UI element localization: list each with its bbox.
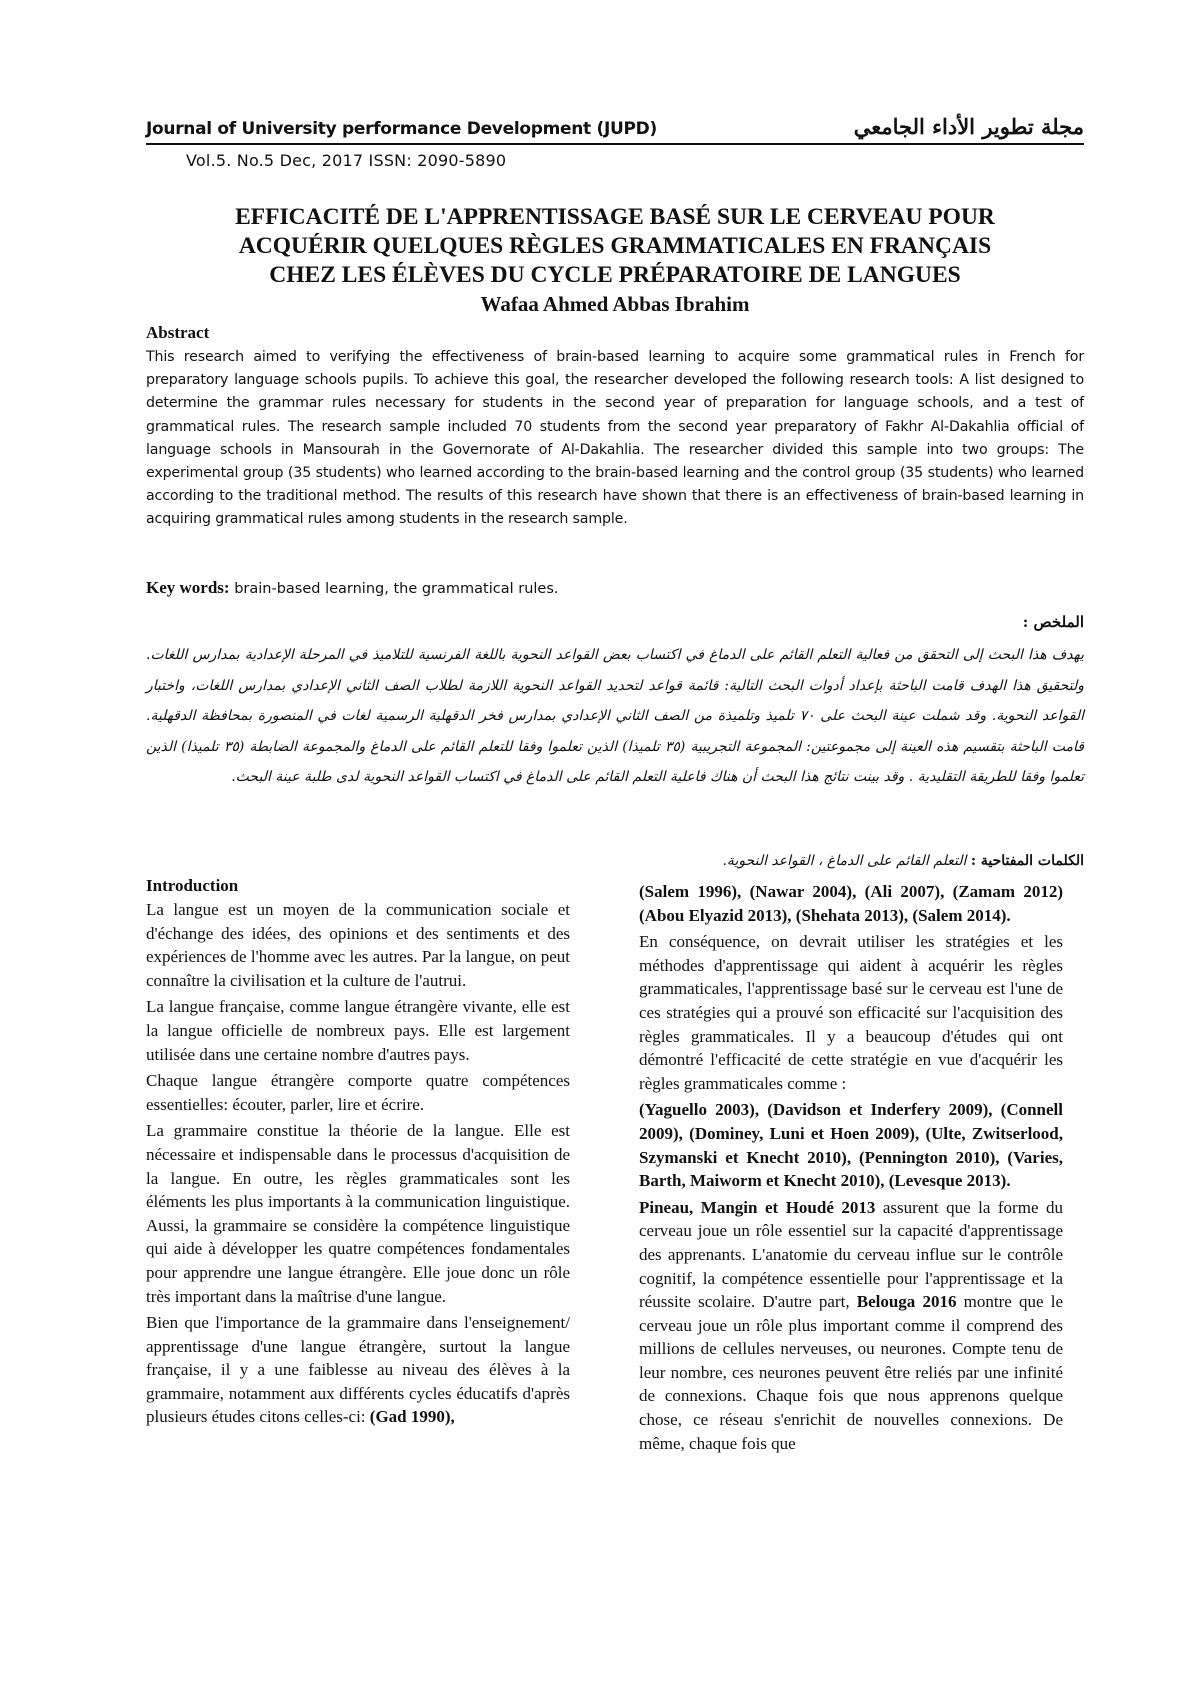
paragraph: Chaque langue étrangère comporte quatre compétences essentielles: écouter, parler, lire et écrire. bbox=[146, 1071, 570, 1114]
citation: (Yaguello 2003), (Davidson et Inderfery 2009), (Connell 2009), (Dominey, Luni et Hoen 2009), (Ulte, Zwitserlood, Szymanski et Knecht 2010), (Pennington 2010), (Varies, Barth, Maiworm et Knecht 2010), (Levesque 2013). bbox=[639, 1100, 1063, 1191]
paragraph bbox=[146, 1311, 570, 1429]
arabic-keywords-line bbox=[722, 853, 1084, 869]
paragraph-text: assurent que la forme du cerveau joue un rôle essentiel sur la capacité d'apprentissage des apprenants. L'anatomie du cerveau influe sur le contrôle cognitif, la compétence essentielle pour l'apprentissage et la réussite scolaire. D'autre part, bbox=[639, 1197, 1063, 1312]
volume-issn-line: Vol.5. No.5 Dec, 2017 ISSN: 2090-5890 bbox=[186, 151, 507, 170]
paragraph: La langue française, comme langue étrangère vivante, elle est la langue officielle de nombreux pays. Elle est largement utilisée dans une certaine nombre d'autres pays. bbox=[146, 997, 570, 1064]
keywords-text: brain-based learning, the grammatical rules. bbox=[234, 581, 559, 597]
citations-block bbox=[639, 880, 1063, 927]
arabic-abstract-heading: الملخص : bbox=[1022, 613, 1084, 631]
title-line-3: CHEZ LES ÉLÈVES DU CYCLE PRÉPARATOIRE DE LANGUES bbox=[269, 262, 961, 288]
citation: Belouga 2016 bbox=[856, 1292, 957, 1312]
title-line-2: ACQUÉRIR QUELQUES RÈGLES GRAMMATICALES EN FRANÇAIS bbox=[238, 233, 992, 259]
paragraph bbox=[639, 1196, 1063, 1456]
title-line-1: EFFICACITÉ DE L'APPRENTISSAGE BASÉ SUR LE CERVEAU POUR bbox=[235, 204, 995, 230]
arabic-keywords-text: التعلم القائم على الدماغ ، القواعد النحوية. bbox=[722, 853, 967, 869]
citation: (Salem 1996), (Nawar 2004), (Ali 2007), (Zamam 2012) (Abou Elyazid 2013), (Shehata 2013), (Salem 2014). bbox=[639, 882, 1063, 925]
paragraph: En conséquence, on devrait utiliser les stratégies et les méthodes d'apprentissage qui aident à acquérir les règles grammaticales, l'apprentissage basé sur le cerveau est l'une de ces stratégies qui a prouvé son efficacité sur l'acquisition des règles grammaticales. Il y a beaucoup d'études qui ont démontré l'efficacité de cette stratégie en vue d'acquérir les règles grammaticales comme : bbox=[639, 932, 1063, 1093]
abstract-text: This research aimed to verifying the effectiveness of brain-based learning to acquire some grammatical rules in French for preparatory language schools pupils. To achieve this goal, the researcher developed the following research tools: A list designed to determine the grammar rules necessary for students in the second year of preparation for language schools, and a test of grammatical rules. The research sample included 70 students from the second year preparatory of Fakhr Al-Dakahlia official of language schools in Mansourah in the Governorate of Al-Dakahlia. The researcher divided this sample into two groups: The experimental group (35 students) who learned according to the brain-based learning and the control group (35 students) who learned according to the traditional method. The results of this research have shown that there is an effectiveness of brain-based learning in acquiring grammatical rules among students in the research sample. bbox=[146, 349, 1084, 528]
right-column bbox=[639, 880, 1063, 1458]
keywords-label: Key words: bbox=[146, 578, 230, 597]
paragraph: La grammaire constitue la théorie de la langue. Elle est nécessaire et indispensable dans le processus d'acquisition de la langue. En outre, les règles grammaticales sont les éléments les plus importants à la communication linguistique. Aussi, la grammaire se considère la compétence linguistique qui aide à développer les quatre compétences fondamentales pour apprendre une langue étrangère. Elle joue donc un rôle très important dans la maîtrise d'une langue. bbox=[146, 1121, 570, 1306]
introduction-heading: Introduction bbox=[146, 876, 239, 895]
paragraph-text: montre que le cerveau joue un rôle plus important comme il comprend des millions de cellules nerveuses, ou neurones. Compte tenu de leur nombre, ces neurones peuvent être reliés par une infinité de connexions. Chaque fois que nous apprenons quelque chose, ce réseau s'enrichit de nouvelles connexions. De même, chaque fois que bbox=[639, 1292, 1063, 1453]
journal-name-arabic: مجلة تطوير الأداء الجامعي bbox=[853, 114, 1084, 139]
journal-name: Journal of University performance Development (JUPD) bbox=[146, 119, 657, 139]
citation: (Gad 1990), bbox=[369, 1407, 455, 1427]
left-column bbox=[146, 874, 570, 1432]
journal-header bbox=[146, 103, 1084, 145]
paper-title bbox=[146, 203, 1084, 290]
arabic-keywords-label: الكلمات المفتاحية : bbox=[970, 853, 1084, 869]
author-name: Wafaa Ahmed Abbas Ibrahim bbox=[480, 292, 750, 316]
citations-block bbox=[639, 1098, 1063, 1192]
paragraph-text: Bien que l'importance de la grammaire dans l'enseignement/ apprentissage d'une langue étrangère, surtout la langue française, il y a une faiblesse au niveau des élèves à la grammaire, notamment aux différents cycles éducatifs d'après plusieurs études citons celles-ci: bbox=[146, 1313, 570, 1427]
citation: Pineau, Mangin et Houdé 2013 bbox=[639, 1197, 876, 1217]
paragraph: La langue est un moyen de la communication sociale et d'échange des idées, des opinions et des sentiments et des expériences de l'homme avec les autres. Par la langue, on peut connaître la civilisation et la culture de l'autrui. bbox=[146, 900, 570, 990]
keywords-line bbox=[146, 578, 559, 598]
abstract-heading: Abstract bbox=[146, 323, 210, 342]
arabic-abstract-text: يهدف هذا البحث إلى التحقق من فعالية التعلم القائم على الدماغ في اكتساب بعض القواعد النحوية باللغة الفرنسية للتلاميذ في المرحلة الإعدادية بمدارس اللغات. ولتحقيق هذا الهدف قامت الباحثة بإعداد أدوات البحث التالية: قائمة قواعد لتحديد القواعد النحوية اللازمة لطلاب الصف الثاني الإعدادي بمدارس اللغات، واختبار القواعد النحوية. وقد شملت عينة البحث على ٧٠ تلميذ وتلميذة من الصف الثاني الإعدادي بمدارس فخر الدقهلية الرسمية لغات في المنصورة بمحافظة الدقهلية. قامت الباحثة بتقسيم هذه العينة إلى مجموعتين: المجموعة التجريبية (٣٥ تلميذا) الذين تعلموا وفقا للتعلم القائم على الدماغ والمجموعة الضابطة (٣٥ تلميذا) الذين تعلموا وفقا للطريقة التقليدية . وقد بينت نتائج هذا البحث أن هناك فاعلية التعلم القائم على الدماغ في اكتساب القواعد النحوية لدى طلبة عينة البحث. bbox=[146, 647, 1085, 785]
